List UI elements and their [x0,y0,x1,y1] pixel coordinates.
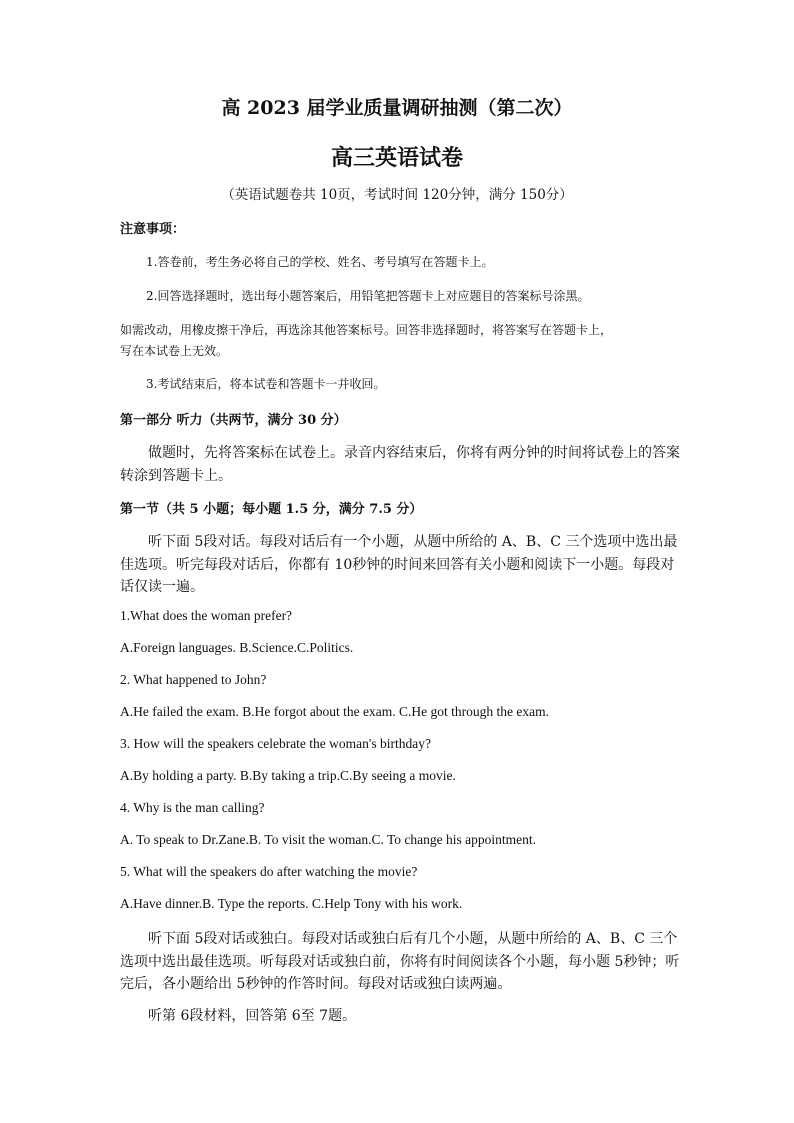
notice-item-2-line-2: 如需改动，用橡皮擦干净后，再选涂其他答案标号。回答非选择题时，将答案写在答题卡上， [120,323,613,337]
question-3-options: A.By holding a party. B.By taking a trip.C.By seeing a movie. [120,768,456,783]
part1-heading: 第一部分 听力（共两节，满分 30 分） [120,413,347,428]
section1-heading: 第一节（共 5 小题；每小题 1.5 分，满分 7.5 分） [120,502,423,517]
section2-instr-line-3: 完后，各小题给出 5秒钟的作答时间。每段对话或独白读两遍。 [120,976,512,992]
part1-intro-line-2: 转涂到答题卡上。 [120,468,232,484]
notice-item-1: 1.答卷前，考生务必将自己的学校、姓名、考号填写在答题卡上。 [146,255,494,269]
exam-title: 高 2023 届学业质量调研抽测（第二次） [221,97,573,119]
notice-item-3: 3.考试结束后，将本试卷和答题卡一并收回。 [146,377,386,391]
exam-info: （英语试题卷共 10页，考试时间 120分钟，满分 150分） [221,187,573,203]
section2-instr-line-2: 选项中选出最佳选项。听每段对话或独白前，你将有时间阅读各个小题，每小题 5秒钟；听 [120,954,680,970]
notice-heading: 注意事项： [120,222,186,237]
question-4: 4. Why is the man calling? [120,800,265,815]
subject-title: 高三英语试卷 [330,145,463,171]
question-3: 3. How will the speakers celebrate the woman's birthday? [120,736,431,751]
question-2: 2. What happened to John? [120,672,267,687]
section1-instr-line-1: 听下面 5段对话。每段对话后有一个小题，从题中所给的 A、B、C 三个选项中选出最 [148,534,678,550]
section1-instr-line-2: 佳选项。听完每段对话后，你都有 10秒钟的时间来回答有关小题和阅读下一小题。每段对 [120,557,675,573]
notice-item-2-line-3: 写在本试卷上无效。 [120,344,229,358]
part1-intro-line-1: 做题时，先将答案标在试卷上。录音内容结束后，你将有两分钟的时间将试卷上的答案 [148,445,680,461]
question-2-options: A.He failed the exam. B.He forgot about the exam. C.He got through the exam. [120,704,550,719]
question-1-options: A.Foreign languages. B.Science.C.Politics. [120,640,354,655]
notice-item-2-line-1: 2.回答选择题时，选出每小题答案后，用铅笔把答题卡上对应题目的答案标号涂黑。 [146,289,590,303]
question-4-options: A. To speak to Dr.Zane.B. To visit the woman.C. To change his appointment. [120,832,536,847]
question-1: 1.What does the woman prefer? [120,608,293,623]
section1-instr-line-3: 话仅读一遍。 [120,579,204,595]
question-5-options: A.Have dinner.B. Type the reports. C.Help Tony with his work. [120,896,463,911]
section2-instr-line-1: 听下面 5段对话或独白。每段对话或独白后有几个小题，从题中所给的 A、B、C 三个 [148,931,678,947]
question-5: 5. What will the speakers do after watching the movie? [120,864,418,879]
section2-material: 听第 6段材料，回答第 6至 7题。 [148,1008,357,1024]
